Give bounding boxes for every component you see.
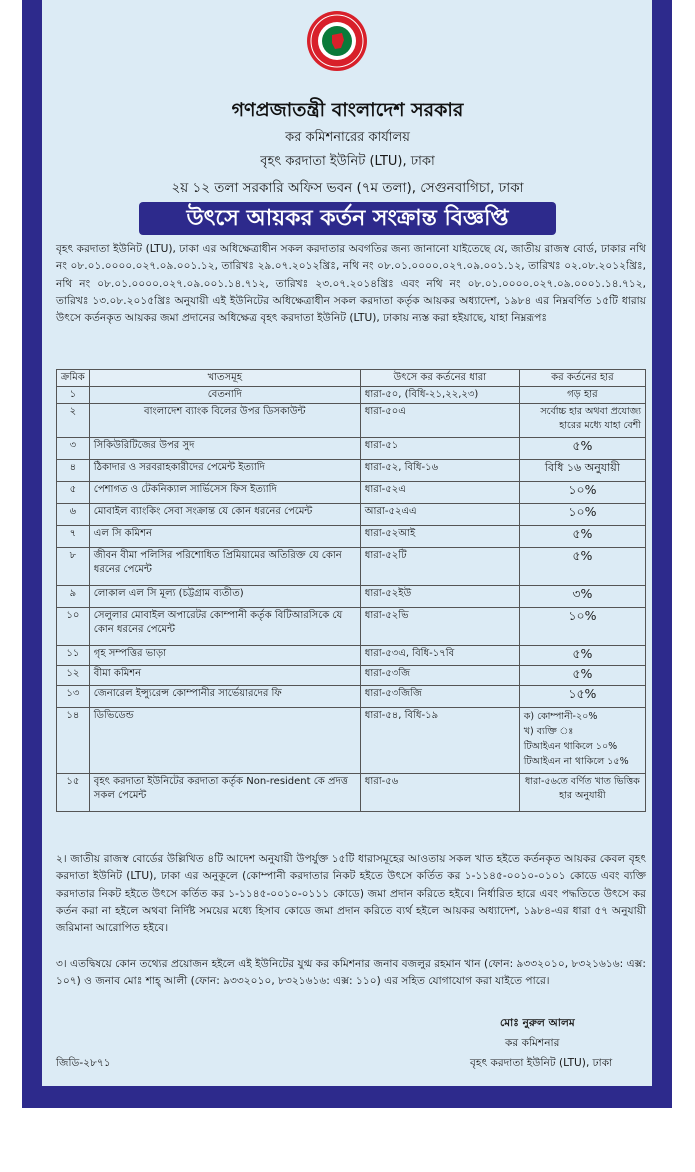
row-section: ধারা-৫২আই bbox=[360, 526, 519, 548]
row-sector: মোবাইল ব্যাংকিং সেবা সংক্রান্ত যে কোন ধরনের পেমেন্ট bbox=[89, 504, 360, 526]
row-sector: লোকাল এল সি মূল্য (চট্টগ্রাম ব্যতীত) bbox=[89, 586, 360, 608]
row-sector: গৃহ সম্পত্তির ভাড়া bbox=[89, 646, 360, 666]
row-serial: ৬ bbox=[57, 504, 90, 526]
header-sector: খাতসমূহ bbox=[89, 370, 360, 387]
table-row bbox=[57, 438, 646, 460]
signatory-designation: কর কমিশনার bbox=[505, 1037, 560, 1049]
row-serial: ৮ bbox=[57, 548, 90, 586]
row-serial: ১২ bbox=[57, 666, 90, 686]
header-section: উৎসে কর কর্তনের ধারা bbox=[360, 370, 519, 387]
row-sector: বেতনাদি bbox=[89, 387, 360, 404]
row-sector: সিকিউরিটিজের উপর সুদ bbox=[89, 438, 360, 460]
row-section: ধারা-৫৬ bbox=[360, 774, 519, 812]
row-rate: ৫% bbox=[519, 646, 645, 666]
row-sector: এল সি কমিশন bbox=[89, 526, 360, 548]
row-sector: বীমা কমিশন bbox=[89, 666, 360, 686]
table-row bbox=[57, 666, 646, 686]
row-rate: ক) কোম্পানী-২০% খ) ব্যক্তি ঃ টিআইএন থাকিলে ১০% টিআইএন না থাকিলে ১৫% bbox=[519, 708, 645, 774]
row-serial: ১১ bbox=[57, 646, 90, 666]
row-sector: জেনারেল ইন্স্যুরেন্স কোম্পানীর সার্ভেয়ারদের ফি bbox=[89, 686, 360, 708]
notice-title: উৎসে আয়কর কর্তন সংক্রান্ত বিজ্ঞপ্তি bbox=[139, 202, 556, 235]
row-sector: ঠিকাদার ও সরবরাহকারীদের পেমেন্ট ইত্যাদি bbox=[89, 460, 360, 482]
row-serial: ৫ bbox=[57, 482, 90, 504]
table-row bbox=[57, 504, 646, 526]
org-name: গণপ্রজাতন্ত্রী বাংলাদেশ সরকার bbox=[231, 99, 464, 121]
row-rate: গড় হার bbox=[519, 387, 645, 404]
row-section: ধারা-৫৪, বিধি-১৯ bbox=[360, 708, 519, 774]
intro-paragraph: বৃহৎ করদাতা ইউনিট (LTU), ঢাকা এর অধিক্ষেত্রাধীন সকল করদাতার অবগতির জন্য জানানো যাইতেছে যে, জাতীয় রাজস্ব বোর্ড, ঢাকার নথি নং ০৮.০১.০০০০.০২৭.০৯.০০১.১২, তারিখঃ ২৯.০৭.২০১২খ্রিঃ, নথি নং ০৮.০১.০০০০.০২৭.০৯.০০১.১২, তারিখঃ ০২.০৮.২০১২খ্রিঃ, নথি নং ০৮.০১.০০০০.০২৭.০৯.০০১.১৪.৭১২, তারিখঃ ২৩.০৭.২০১৪খ্রিঃ এবং নথি নং ০৮.০১.০০০০.০২৭.০৯.০০০১.১৪.৭১২, তারিখঃ ১৩.০৮.২০১৫খ্রিঃ অনুযায়ী এই ইউনিটের অধিক্ষেত্রাধীন সকল করদাতা কর্তৃক আয়কর অধ্যাদেশ, ১৯৮৪ এর নিম্নবর্ণিত ১৫টি ধারায় উৎসে কর্তনকৃত আয়কর জমা প্রদানের অধিক্ষেত্র বৃহৎ করদাতা ইউনিট (LTU), ঢাকায় ন্যস্ত করা হইয়াছে, যাহা নিম্নরূপঃ bbox=[56, 243, 646, 325]
row-section: ধারা-৫২এ bbox=[360, 482, 519, 504]
office-address: ২য় ১২ তলা সরকারি অফিস ভবন (৭ম তলা), সেগুনবাগিচা, ঢাকা bbox=[171, 180, 524, 196]
row-section: ধারা-৫২ইউ bbox=[360, 586, 519, 608]
row-section: ধারা-৫১ bbox=[360, 438, 519, 460]
table-row bbox=[57, 646, 646, 666]
row-sector: জীবন বীমা পলিসির পরিশোধিত প্রিমিয়ামের অতিরিক্ত যে কোন ধরনের পেমেন্ট bbox=[89, 548, 360, 586]
row-section: ধারা-৫৩এ, বিধি-১৭বি bbox=[360, 646, 519, 666]
row-rate: বিধি ১৬ অনুযায়ী bbox=[519, 460, 645, 482]
row-rate: ১০% bbox=[519, 608, 645, 646]
table-header-row bbox=[57, 370, 646, 387]
row-section: আরা-৫২এএ bbox=[360, 504, 519, 526]
table-row bbox=[57, 586, 646, 608]
table-row bbox=[57, 482, 646, 504]
row-rate: ৫% bbox=[519, 526, 645, 548]
row-serial: ১ bbox=[57, 387, 90, 404]
unit-name: বৃহৎ করদাতা ইউনিট (LTU), ঢাকা bbox=[260, 154, 435, 169]
table-row bbox=[57, 460, 646, 482]
row-rate: ৫% bbox=[519, 438, 645, 460]
table-row bbox=[57, 708, 646, 774]
table-row bbox=[57, 686, 646, 708]
row-serial: ৭ bbox=[57, 526, 90, 548]
row-serial: ২ bbox=[57, 404, 90, 438]
row-serial: ১৩ bbox=[57, 686, 90, 708]
government-emblem-icon bbox=[306, 10, 368, 72]
row-serial: ৯ bbox=[57, 586, 90, 608]
paragraph-two: ২। জাতীয় রাজস্ব বোর্ডের উল্লিখিত ৪টি আদেশ অনুযায়ী উপর্যুক্ত ১৫টি ধারাসমূহের আওতায় সকল খাত হইতে কর্তনকৃত আয়কর কেবল বৃহৎ করদাতা ইউনিট (LTU), ঢাকা এর অনুকূলে (কোম্পানী করদাতার নিকট হইতে উৎসে কর্তিত কর ১-১১৪৫-০০১০-০১০১ কোডে এবং ব্যক্তি করদাতার নিকট হইতে উৎসে কর্তিত কর ১-১১৪৫-০০১০-০১১১ কোডে) জমা প্রদান করিতে হইবে। নির্ধারিত হারে এবং পদ্ধতিতে উৎসে কর কর্তন করা না হইলে অথবা নির্দিষ্ট সময়ের মধ্যে হিসাব কোডে জমা প্রদান করিতে ব্যর্থ হইলে আয়কর অধ্যাদেশ, ১৯৮৪-এর ধারা ৫৭ অনুযায়ী জরিমানা আরোপিত হইবে। bbox=[56, 853, 646, 935]
row-section: ধারা-৫২ভি bbox=[360, 608, 519, 646]
row-rate: ১০% bbox=[519, 482, 645, 504]
row-sector: সেলুলার মোবাইল অপারেটর কোম্পানী কর্তৃক বিটিআরসিকে যে কোন ধরনের পেমেন্ট bbox=[89, 608, 360, 646]
row-sector: পেশাগত ও টেকনিক্যাল সার্ভিসেস ফিস ইত্যাদি bbox=[89, 482, 360, 504]
row-serial: ১৪ bbox=[57, 708, 90, 774]
table-row bbox=[57, 774, 646, 812]
table-row bbox=[57, 387, 646, 404]
row-rate: ৫% bbox=[519, 548, 645, 586]
row-rate: ৩% bbox=[519, 586, 645, 608]
row-section: ধারা-৫২, বিধি-১৬ bbox=[360, 460, 519, 482]
header-rate: কর কর্তনের হার bbox=[519, 370, 645, 387]
row-serial: ১৫ bbox=[57, 774, 90, 812]
row-sector: বৃহৎ করদাতা ইউনিটের করদাতা কর্তৃক Non-resident কে প্রদত্ত সকল পেমেন্ট bbox=[89, 774, 360, 812]
signatory-name: মোঃ নুরুল আলম bbox=[500, 1017, 575, 1029]
row-section: ধারা-৫০এ bbox=[360, 404, 519, 438]
row-serial: ১০ bbox=[57, 608, 90, 646]
row-serial: ৪ bbox=[57, 460, 90, 482]
office-name: কর কমিশনারের কার্যালয় bbox=[285, 130, 410, 145]
paragraph-three: ৩। এতদ্বিষয়ে কোন তথ্যের প্রয়োজন হইলে এই ইউনিটের যুগ্ম কর কমিশনার জনাব বজলুর রহমান খান (ফোন: ৯৩৩২০১০, ৮৩২১৬১৬: এক্স: ১০৭) ও জনাব মোঃ শাহ্ আলী (ফোন: ৯৩৩২০১০, ৮৩২১৬১৬: এক্স: ১১০) এর সহিত যোগাযোগ করা যাইতে পারে। bbox=[56, 958, 646, 988]
tax-table bbox=[56, 369, 646, 812]
header-serial: ক্রমিক bbox=[57, 370, 90, 387]
table-row bbox=[57, 608, 646, 646]
table-row bbox=[57, 548, 646, 586]
row-serial: ৩ bbox=[57, 438, 90, 460]
row-rate: ১০% bbox=[519, 504, 645, 526]
table-row bbox=[57, 404, 646, 438]
row-rate: ধারা-৫৬তে বর্ণিত খাত ভিত্তিক হার অনুযায়ী bbox=[519, 774, 645, 812]
row-sector: বাংলাদেশ ব্যাংক বিলের উপর ডিসকাউন্ট bbox=[89, 404, 360, 438]
row-section: ধারা-৫০, (বিধি-২১,২২,২৩) bbox=[360, 387, 519, 404]
row-section: ধারা-৫৩জি bbox=[360, 666, 519, 686]
row-rate: সর্বোচ্চ হার অথবা প্রযোজ্য হারের মধ্যে যাহা বেশী bbox=[519, 404, 645, 438]
row-rate: ১৫% bbox=[519, 686, 645, 708]
signatory-office: বৃহৎ করদাতা ইউনিট (LTU), ঢাকা bbox=[470, 1057, 613, 1069]
reference-number: জিডি-২৮৭১ bbox=[56, 1057, 111, 1069]
table-row bbox=[57, 526, 646, 548]
row-section: ধারা-৫৩জিজি bbox=[360, 686, 519, 708]
row-sector: ডিভিডেন্ড bbox=[89, 708, 360, 774]
row-section: ধারা-৫২টি bbox=[360, 548, 519, 586]
row-rate: ৫% bbox=[519, 666, 645, 686]
